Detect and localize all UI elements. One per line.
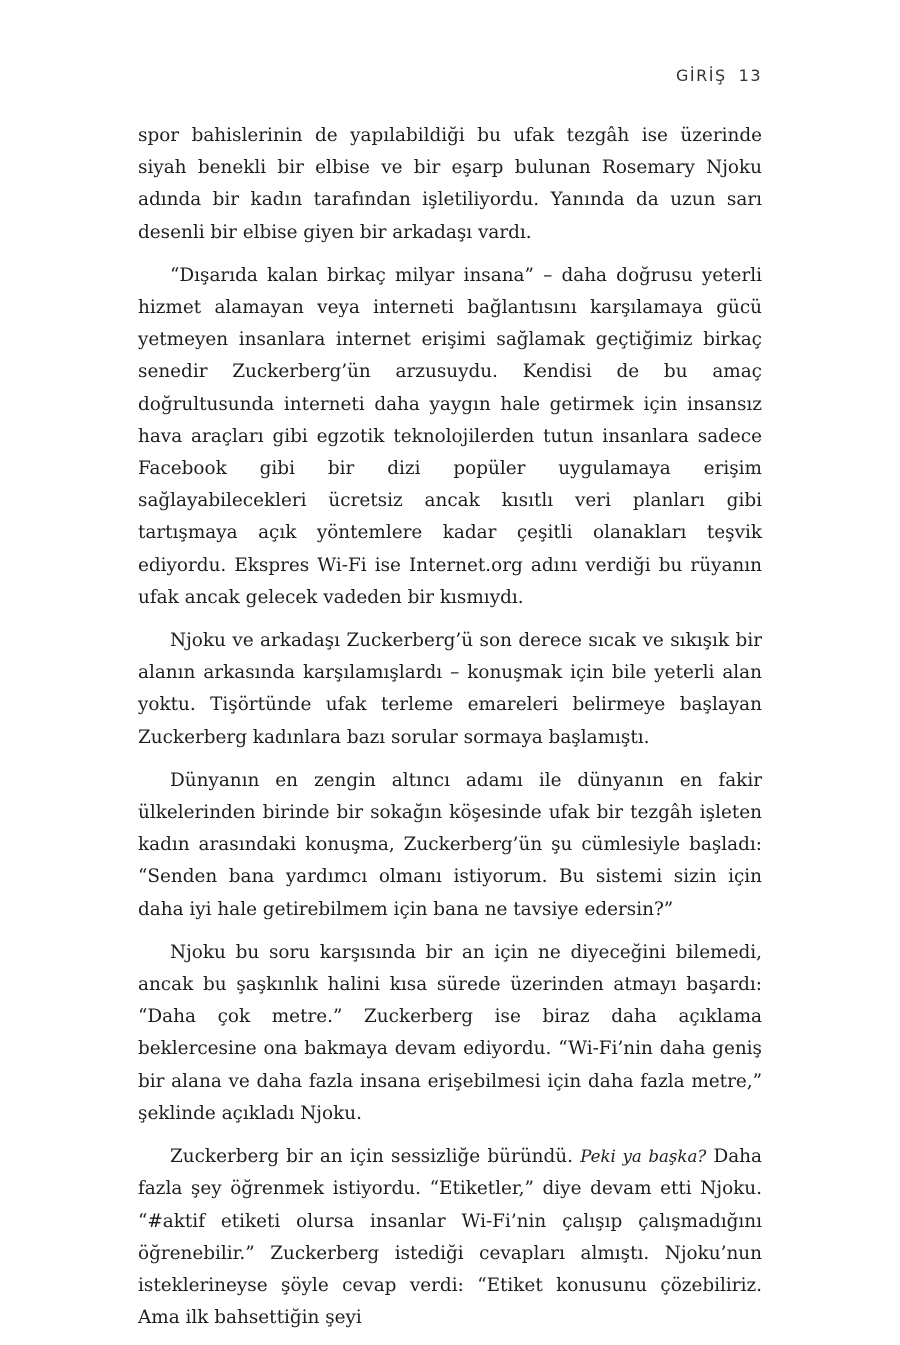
paragraph-text: Daha fazla şey öğrenmek istiyordu. “Etiketler,” diye devam etti Njoku. “#aktif etiketi olursa insanlar Wi-Fi’nin çalışıp çalışmadığını öğrenebilir.” Zuckerberg istediği cevapları almıştı. Njoku’nun isteklerineyse şöyle cevap verdi: “Etiket konusunu çözebiliriz. Ama ilk bahsettiğin şeyi (138, 1146, 762, 1329)
paragraph: spor bahislerinin de yapılabildiği bu ufak tezgâh ise üzerinde siyah benekli bir elbise ve bir eşarp bulunan Rosemary Njoku adında bir kadın tarafından işletiliyordu. Yanında da uzun sarı desenli bir elbise giyen bir arkadaşı vardı. (138, 125, 762, 243)
paragraph: “Dışarıda kalan birkaç milyar insana” – daha doğrusu yeterli hizmet alamayan veya interneti bağlantısını karşılamaya gücü yetmeyen insanlara internet erişimi sağlamak geçtiğimiz birkaç senedir Zuckerberg’ün arzusuydu. Kendisi de bu amaç doğrultusunda interneti daha yaygın hale getirmek için insansız hava araçları gibi egzotik teknolojilerden tutun insanlara sadece Facebook gibi bir dizi popüler uygulamaya erişim sağlayabilecekleri ücretsiz ancak kısıtlı veri planları gibi tartışmaya açık yöntemlere kadar çeşitli olanakları teşvik ediyordu. Ekspres Wi-Fi ise Internet.org adını verdiği bu rüyanın ufak ancak gelecek vadeden bir kısmıydı. (138, 264, 762, 608)
italic-phrase: Peki ya başka? (580, 1147, 707, 1167)
running-header (676, 66, 762, 85)
paragraph: Njoku bu soru karşısında bir an için ne diyeceğini bilemedi, ancak bu şaşkınlık halini kısa sürede üzerinden atmayı başardı: “Daha çok metre.” Zuckerberg ise biraz daha açıklama beklercesine ona bakmaya devam ediyordu. “Wi-Fi’nin daha geniş bir alana ve daha fazla insana erişebilmesi için daha fazla metre,” şeklinde açıkladı Njoku. (138, 941, 762, 1124)
body-text (138, 120, 762, 1345)
paragraph-text: Zuckerberg bir an için sessizliğe büründü. (170, 1146, 581, 1168)
paragraph (138, 1141, 762, 1334)
paragraph: Njoku ve arkadaşı Zuckerberg’ü son derece sıcak ve sıkışık bir alanın arkasında karşılamışlardı – konuşmak için bile yeterli alan yoktu. Tişörtünde ufak terleme emareleri belirmeye başlayan Zuckerberg kadınlara bazı sorular sormaya başlamıştı. (138, 630, 762, 748)
page-number: 13 (738, 66, 762, 85)
paragraph: Dünyanın en zengin altıncı adamı ile dünyanın en fakir ülkelerinden birinde bir sokağın köşesinde ufak bir tezgâh işleten kadın arasındaki konuşma, Zuckerberg’ün şu cümlesiyle başladı: “Senden bana yardımcı olmanı istiyorum. Bu sistemi sizin için daha iyi hale getirebilmem için bana ne tavsiye edersin?” (138, 769, 762, 920)
section-title: GİRİŞ (676, 66, 727, 85)
